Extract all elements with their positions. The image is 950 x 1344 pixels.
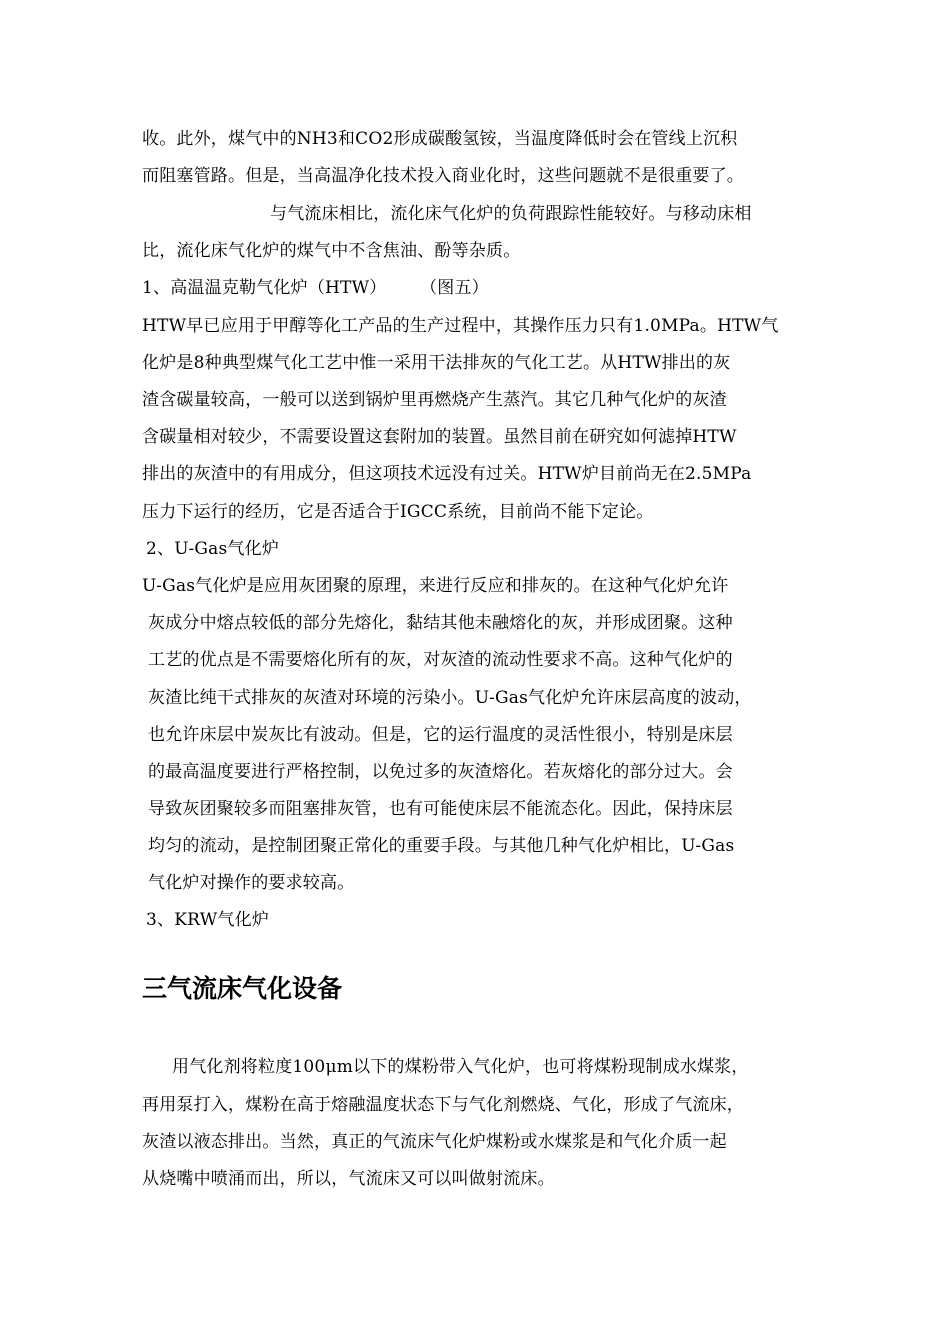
paragraph-line: HTW早已应用于甲醇等化工产品的生产过程中，其操作压力只有1.0MPa。HTW气 [142, 316, 779, 336]
chapter-heading: 三气流床气化设备 [142, 974, 343, 1003]
paragraph-line: 而阻塞管路。但是，当高温净化技术投入商业化时，这些问题就不是很重要了。 [142, 166, 744, 186]
paragraph-line: 灰渣以液态排出。当然，真正的气流床气化炉煤粉或水煤浆是和气化介质一起 [142, 1132, 727, 1152]
paragraph-line: 工艺的优点是不需要熔化所有的灰，对灰渣的流动性要求不高。这种气化炉的 [148, 650, 733, 670]
paragraph-line: 压力下运行的经历，它是否适合于IGCC系统，目前尚不能下定论。 [142, 502, 654, 522]
paragraph-line: 均匀的流动，是控制团聚正常化的重要手段。与其他几种气化炉相比，U-Gas [148, 836, 735, 856]
paragraph-line: 导致灰团聚较多而阻塞排灰管，也有可能使床层不能流态化。因此，保持床层 [148, 799, 733, 819]
paragraph-line: 收。此外，煤气中的NH3和CO2形成碳酸氢铵，当温度降低时会在管线上沉积 [142, 129, 738, 149]
paragraph-line: 排出的灰渣中的有用成分，但这项技术远没有过关。HTW炉目前尚无在2.5MPa [142, 464, 752, 484]
paragraph-line: 比，流化床气化炉的煤气中不含焦油、酚等杂质。 [142, 241, 521, 261]
paragraph-line: 灰成分中熔点较低的部分先熔化，黏结其他未融熔化的灰，并形成团聚。这种 [148, 613, 733, 633]
paragraph-line: U-Gas气化炉是应用灰团聚的原理，来进行反应和排灰的。在这种气化炉允许 [142, 576, 729, 596]
paragraph-line: 含碳量相对较少，不需要设置这套附加的装置。虽然目前在研究如何滤掉HTW [142, 427, 737, 447]
paragraph-line: 也允许床层中炭灰比有波动。但是，它的运行温度的灵活性很小，特别是床层 [148, 725, 733, 745]
section-title-htw: 1、高温温克勒气化炉（HTW） （图五） [142, 278, 489, 298]
paragraph-line-indented: 用气化剂将粒度100μm以下的煤粉带入气化炉，也可将煤粉现制成水煤浆， [172, 1057, 749, 1077]
paragraph-line: 再用泵打入，煤粉在高于熔融温度状态下与气化剂燃烧、气化，形成了气流床， [142, 1095, 744, 1115]
paragraph-line: 气化炉对操作的要求较高。 [148, 873, 355, 893]
section-title-ugas: 2、U-Gas气化炉 [146, 539, 280, 559]
paragraph-line: 从烧嘴中喷涌而出，所以，气流床又可以叫做射流床。 [142, 1169, 555, 1189]
paragraph-line: 化炉是8种典型煤气化工艺中惟一采用干法排灰的气化工艺。从HTW排出的灰 [142, 353, 731, 373]
paragraph-line-indented: 与气流床相比，流化床气化炉的负荷跟踪性能较好。与移动床相 [270, 204, 752, 224]
paragraph-line: 灰渣比纯干式排灰的灰渣对环境的污染小。U-Gas气化炉允许床层高度的波动， [148, 688, 752, 708]
paragraph-line: 渣含碳量较高，一般可以送到锅炉里再燃烧产生蒸汽。其它几种气化炉的灰渣 [142, 390, 727, 410]
paragraph-line: 的最高温度要进行严格控制，以免过多的灰渣熔化。若灰熔化的部分过大。会 [148, 762, 733, 782]
section-title-krw: 3、KRW气化炉 [146, 910, 270, 930]
